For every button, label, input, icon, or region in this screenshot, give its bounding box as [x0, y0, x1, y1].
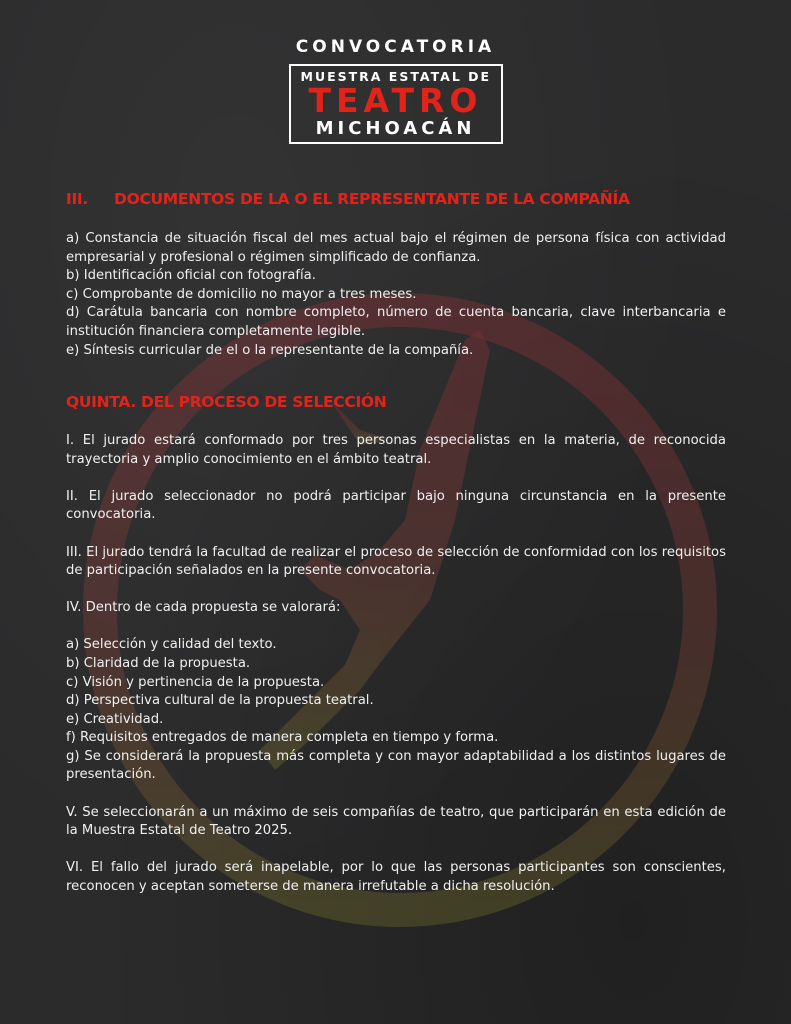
document-body — [66, 190, 726, 896]
paragraph-v: V. Se seleccionarán a un máximo de seis compañías de teatro, que participarán en esta edición de la Muestra Estatal de Teatro 2025. — [66, 804, 726, 839]
section-3-number: III. — [66, 190, 88, 208]
logo-line-2: TEATRO — [308, 81, 483, 120]
paragraph-i: I. El jurado estará conformado por tres personas especialistas en la materia, de reconocida trayectoria y amplio conocimiento en el ámbito teatral. — [66, 433, 726, 467]
convocatoria-title: CONVOCATORIA — [295, 37, 496, 57]
header — [0, 36, 791, 144]
list-item: a) Selección y calidad del texto. — [66, 637, 277, 653]
list-item: a) Constancia de situación fiscal del mes actual bajo el régimen de persona física con actividad empresarial y profesional o régimen simplificado de confianza. — [66, 231, 726, 265]
paragraph-iv: IV. Dentro de cada propuesta se valorará: — [66, 600, 341, 616]
list-item: c) Visión y pertinencia de la propuesta. — [66, 674, 325, 690]
list-item: d) Perspectiva cultural de la propuesta teatral. — [66, 693, 374, 709]
list-item: f) Requisitos entregados de manera completa en tiempo y forma. — [66, 730, 499, 746]
list-item: e) Creatividad. — [66, 711, 164, 727]
section-3-heading — [66, 190, 726, 208]
event-logo — [289, 64, 503, 144]
section-quinta-heading: QUINTA. DEL PROCESO DE SELECCIÓN — [66, 393, 387, 412]
documents-list — [66, 230, 726, 360]
paragraph-ii: II. El jurado seleccionador no podrá participar bajo ninguna circunstancia en la presente convocatoria. — [66, 488, 726, 523]
list-item: b) Identificación oficial con fotografía. — [66, 268, 316, 284]
section-3-title: DOCUMENTOS DE LA O EL REPRESENTANTE DE LA COMPAÑÍA — [114, 190, 630, 208]
paragraph-iii: III. El jurado tendrá la facultad de realizar el proceso de selección de conformidad con los requisitos de participación señalados en la presente convocatoria. — [66, 544, 726, 579]
list-item: g) Se considerará la propuesta más completa y con mayor adaptabilidad a los distintos lugares de presentación. — [66, 748, 726, 783]
criteria-list — [66, 636, 726, 785]
logo-line-3: MICHOACÁN — [315, 118, 476, 139]
list-item: b) Claridad de la propuesta. — [66, 655, 251, 671]
paragraph-vi: VI. El fallo del jurado será inapelable, por lo que las personas participantes son conscientes, reconocen y aceptan someterse de manera irrefutable a dicha resolución. — [66, 860, 726, 894]
logo-line-1: MUESTRA ESTATAL DE — [300, 69, 492, 84]
list-item: e) Síntesis curricular de el o la representante de la compañía. — [66, 342, 474, 358]
list-item: c) Comprobante de domicilio no mayor a tres meses. — [66, 286, 417, 302]
list-item: d) Carátula bancaria con nombre completo, número de cuenta bancaria, clave interbancaria e institución financiera completamente legible. — [66, 305, 726, 339]
